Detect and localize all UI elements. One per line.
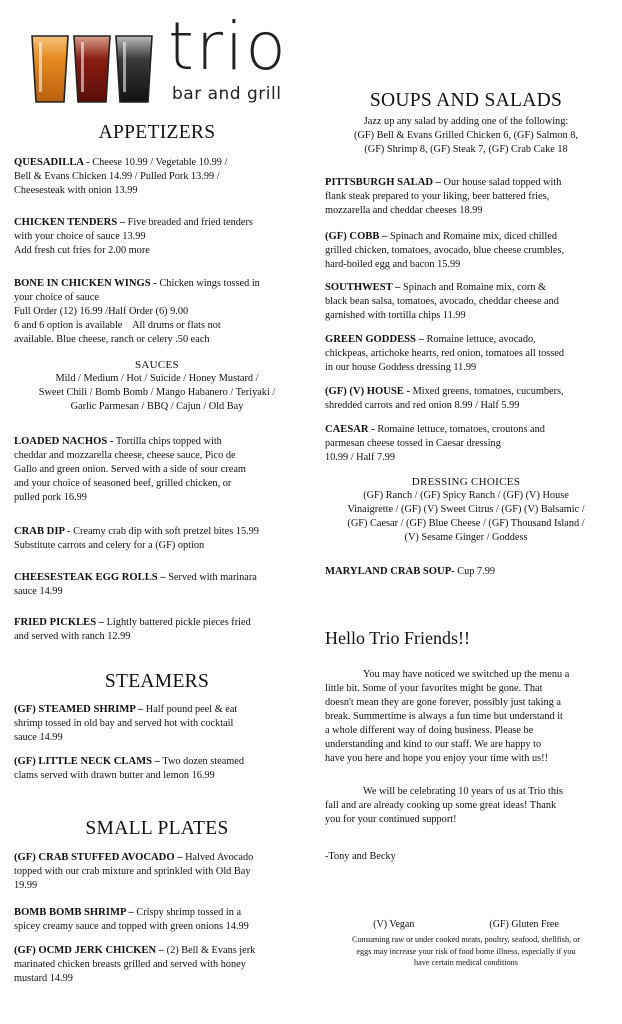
item-desc: Cup 7.99 (457, 566, 496, 577)
item-desc: marinated chicken breasts grilled and served with honey (14, 959, 246, 970)
letter-line: little bit. Some of your favorites might be gone. That (325, 683, 543, 694)
item-desc: Served with marinara (168, 572, 257, 583)
salad-addons (325, 115, 607, 157)
item-desc: hard-boiled egg and bacon 15.99 (325, 259, 461, 270)
item-desc: Chicken wings tossed in (159, 278, 260, 289)
logo-tagline: bar and grill (172, 84, 282, 104)
soups-title: SOUPS AND SALADS (369, 90, 563, 111)
item-desc: grilled chicken, tomatoes, avocado, blue cheese crumbles, (325, 245, 565, 256)
item-name: (GF) OCMD JERK CHICKEN – (14, 945, 165, 956)
glasses-icon (30, 28, 160, 106)
sauces-line: Sweet Chili / Bomb Bomb / Mango Habanero / Teriyaki / (38, 387, 276, 398)
item-desc: sauce 14.99 (14, 586, 63, 597)
item-desc: spicey creamy sauce and topped with green onions 14.99 (14, 921, 249, 932)
sauces-block (14, 358, 300, 414)
item-name: BOMB BOMB SHRIMP – (14, 907, 134, 918)
health-disclaimer (325, 934, 607, 969)
item-desc: Creamy crab dip with soft pretzel bites 15.99 (73, 526, 259, 537)
item-desc: cheddar and mozzarella cheese, cheese sauce, Pico de (14, 450, 236, 461)
item-desc: sauce 14.99 (14, 732, 63, 743)
letter-line: you for your continued support! (325, 814, 457, 825)
item-name: FRIED PICKLES – (14, 617, 105, 628)
tenders-item (14, 216, 300, 258)
item-desc: Lightly battered pickle pieces fried (106, 617, 251, 628)
pickles-item (14, 616, 300, 644)
letter-line: break. Summertime is always a fun time but understand it (325, 711, 563, 722)
item-name: (GF) STEAMED SHRIMP – (14, 704, 144, 715)
letter-line: fall and are already cooking up some great ideas! Thank (325, 800, 557, 811)
item-desc: and served with ranch 12.99 (14, 631, 131, 642)
vegan-legend: (V) Vegan (373, 919, 415, 930)
item-desc: 10.99 / Half 7.99 (325, 452, 396, 463)
disclaimer-line: Consuming raw or under cooked meats, poultry, seafood, shellfish, or (352, 935, 580, 944)
item-desc: Tortilla chips topped with (115, 436, 222, 447)
item-desc: Two dozen steamed (162, 756, 245, 767)
letter-line: You may have noticed we switched up the menu a (363, 669, 570, 680)
item-desc: your choice of sauce (14, 292, 99, 303)
dressing-choices (325, 475, 607, 545)
addons-line: Jazz up any salad by adding one of the following: (363, 116, 569, 127)
letter-title: Hello Trio Friends!! (325, 628, 471, 648)
steamers-title: STEAMERS (104, 671, 210, 692)
letter-line: We will be celebrating 10 years of us at Trio this (363, 786, 563, 797)
item-desc: Mixed greens, tomatoes, cucumbers, (412, 386, 564, 397)
item-name: BONE IN CHICKEN WINGS - (14, 278, 157, 289)
cobb-item (325, 230, 607, 272)
trio-logo (30, 8, 292, 106)
item-desc: available. Blue cheese, ranch or celery .50 each (14, 334, 210, 345)
disclaimer-line: eggs may increase your risk of food borne illness, especially if you (356, 946, 576, 956)
item-desc: Five breaded and fried tenders (127, 217, 253, 228)
gluten-free-legend: (GF) Gluten Free (489, 919, 559, 930)
pittsburgh-item (325, 176, 607, 218)
item-desc: Full Order (12) 16.99 /Half Order (6) 9.00 (14, 306, 189, 317)
sauces-line: Garlic Parmesan / BBQ / Cajun / Old Bay (70, 401, 244, 412)
dressing-line: (GF) Ranch / (GF) Spicy Ranch / (GF) (V) House (363, 490, 569, 501)
item-desc: Cheesesteak with onion 13.99 (14, 185, 138, 196)
crabdip-item (14, 525, 300, 553)
letter-paragraph-1 (325, 668, 607, 766)
item-name: (GF) LITTLE NECK CLAMS – (14, 756, 160, 767)
item-desc: parmesan cheese tossed in Caesar dressing (325, 438, 501, 449)
letter-paragraph-2 (325, 785, 607, 827)
item-desc: Spinach and Romaine mix, corn & (403, 282, 547, 293)
dressing-line: Vinaigrette / (GF) (V) Sweet Citrus / (GF) (V) Balsamic / (347, 504, 585, 515)
jerk-chicken-item (14, 944, 300, 986)
addons-line: (GF) Shrimp 8, (GF) Steak 7, (GF) Crab Cake 18 (364, 144, 568, 155)
item-desc: in our house Goddess dressing 11.99 (325, 362, 477, 373)
item-name: CHICKEN TENDERS – (14, 217, 126, 228)
disclaimer-line: have certain medical conditions (414, 958, 518, 967)
bomb-shrimp-item (14, 906, 300, 934)
item-desc: mozzarella and cheddar cheeses 18.99 (325, 205, 483, 216)
item-desc: flank steak prepared to your liking, beer battered fries, (325, 191, 550, 202)
item-desc: garnished with tortilla chips 11.99 (325, 310, 466, 321)
item-desc: 6 and 6 option is available All drums or flats not (14, 320, 221, 331)
item-name: CRAB DIP - (14, 526, 71, 537)
quesadilla-item (14, 156, 300, 198)
item-desc: mustard 14.99 (14, 973, 73, 984)
steamed-shrimp-item (14, 703, 300, 745)
item-desc: 19.99 (14, 880, 38, 891)
item-desc: (2) Bell & Evans jerk (166, 945, 256, 956)
item-name: GREEN GODDESS – (325, 334, 424, 345)
item-desc: Romaine lettuce, avocado, (426, 334, 536, 345)
dressing-line: (GF) Caesar / (GF) Blue Cheese / (GF) Thousand Island / (347, 518, 585, 529)
letter-signature: -Tony and Becky (325, 851, 396, 862)
logo-word: trio (168, 8, 288, 85)
green-goddess-item (325, 333, 607, 375)
item-desc: shredded carrots and red onion 8.99 / Half 5.99 (325, 400, 520, 411)
item-desc: shrimp tossed in old bay and served hot with cocktail (14, 718, 234, 729)
eggrolls-item (14, 571, 300, 599)
item-desc: Gallo and green onion. Served with a side of sour cream (14, 464, 246, 475)
item-desc: Cheese 10.99 / Vegetable 10.99 / (92, 157, 228, 168)
item-name: CHEESESTEAK EGG ROLLS – (14, 572, 166, 583)
item-name: (GF) CRAB STUFFED AVOCADO – (14, 852, 183, 863)
item-name: MARYLAND CRAB SOUP- (325, 566, 455, 577)
small-plates-title: SMALL PLATES (85, 818, 229, 839)
item-name: (GF) (V) HOUSE - (325, 386, 411, 397)
sauces-title: SAUCES (135, 359, 179, 371)
item-name: PITTSBURGH SALAD – (325, 177, 441, 188)
addons-line: (GF) Bell & Evans Grilled Chicken 6, (GF) Salmon 8, (354, 130, 578, 141)
item-name: (GF) COBB – (325, 231, 388, 242)
item-desc: with your choice of sauce 13.99 (14, 231, 146, 242)
item-desc: Crispy shrimp tossed in a (136, 907, 242, 918)
letter-line: understanding and kind to our staff. We are happy to (325, 739, 542, 750)
item-desc: Half pound peel & eat (145, 704, 238, 715)
item-desc: Romaine lettuce, tomatoes, croutons and (377, 424, 545, 435)
letter-line: doesn't mean they are gone forever, possibly just taking a (325, 697, 561, 708)
item-desc: chickpeas, artichoke hearts, red onion, tomatoes all tossed (325, 348, 565, 359)
item-name: LOADED NACHOS - (14, 436, 114, 447)
crab-soup-item (325, 565, 607, 579)
item-desc: and your choice of seasoned beef, grilled chicken, or (14, 478, 232, 489)
dressing-line: (V) Sesame Ginger / Goddess (404, 532, 528, 543)
item-desc: pulled pork 16.99 (14, 492, 87, 503)
item-desc: Bell & Evans Chicken 14.99 / Pulled Pork 13.99 / (14, 171, 220, 182)
item-desc: Spinach and Romaine mix, diced chilled (389, 231, 557, 242)
letter-line: a whole different way of doing business. Please be (325, 725, 534, 736)
letter-line: have you here and hope you enjoy your time with us!! (325, 753, 549, 764)
item-desc: Add fresh cut fries for 2.00 more (14, 245, 150, 256)
house-salad-item (325, 385, 607, 413)
wings-item (14, 277, 300, 347)
item-name: SOUTHWEST – (325, 282, 401, 293)
item-desc: Halved Avocado (185, 852, 254, 863)
item-name: CAESAR - (325, 424, 375, 435)
southwest-item (325, 281, 607, 323)
dressing-title: DRESSING CHOICES (411, 476, 521, 488)
clams-item (14, 755, 300, 783)
item-desc: black bean salsa, tomatoes, avocado, cheddar cheese and (325, 296, 559, 307)
caesar-item (325, 423, 607, 465)
item-name: QUESADILLA - (14, 157, 90, 168)
nachos-item (14, 435, 300, 505)
avocado-item (14, 851, 300, 893)
item-desc: Substitute carrots and celery for a (GF) option (14, 540, 205, 551)
item-desc: clams served with drawn butter and lemon 16.99 (14, 770, 215, 781)
item-desc: Our house salad topped with (443, 177, 562, 188)
item-desc: topped with our crab mixture and sprinkled with Old Bay (14, 866, 251, 877)
diet-legend (325, 919, 607, 930)
sauces-line: Mild / Medium / Hot / Suicide / Honey Mustard / (55, 373, 259, 384)
appetizers-title: APPETIZERS (98, 122, 216, 143)
